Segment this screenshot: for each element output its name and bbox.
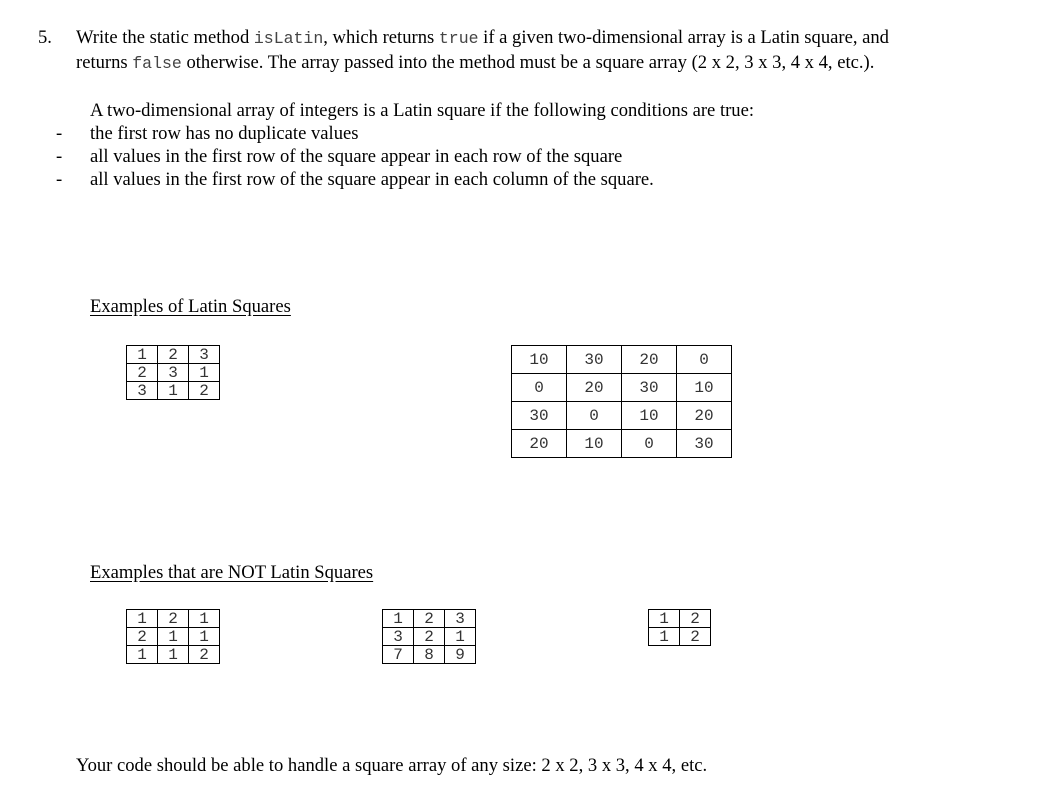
table-row <box>127 382 220 400</box>
latin-examples-heading: Examples of Latin Squares <box>90 296 291 317</box>
grid-cell: 3 <box>158 364 189 382</box>
question-line-2-pre: returns <box>76 52 133 73</box>
grid-cell: 2 <box>680 628 711 646</box>
grid-cell: 3 <box>189 346 220 364</box>
grid-cell: 1 <box>189 364 220 382</box>
false-keyword: false <box>132 54 182 73</box>
table-row <box>127 364 220 382</box>
grid-cell: 1 <box>127 346 158 364</box>
table-row <box>649 628 711 646</box>
grid-cell: 30 <box>512 402 567 430</box>
grid-cell: 10 <box>512 346 567 374</box>
grid-cell: 2 <box>158 346 189 364</box>
latin-square-3x3 <box>126 345 220 400</box>
table-row <box>383 628 476 646</box>
question-line-1 <box>76 27 889 50</box>
grid-cell: 1 <box>445 628 476 646</box>
table-row <box>512 430 732 458</box>
grid-cell: 1 <box>649 610 680 628</box>
question-line-2-post: otherwise. The array passed into the method must be a square array (2 x 2, 3 x 3, 4 x 4, etc.). <box>181 52 875 73</box>
grid-cell: 1 <box>189 610 220 628</box>
table-row <box>127 628 220 646</box>
condition-item: all values in the first row of the square appear in each row of the square <box>90 146 623 167</box>
not-latin-square-a <box>126 609 220 664</box>
grid-cell: 30 <box>677 430 732 458</box>
grid-cell: 1 <box>127 646 158 664</box>
table-row <box>512 374 732 402</box>
grid-cell: 2 <box>414 628 445 646</box>
grid-cell: 1 <box>189 628 220 646</box>
table-row <box>127 646 220 664</box>
grid-cell: 20 <box>512 430 567 458</box>
grid-cell: 2 <box>189 382 220 400</box>
grid-cell: 7 <box>383 646 414 664</box>
not-latin-square-b <box>382 609 476 664</box>
question-line-1-pre: Write the static method <box>76 27 254 48</box>
grid-cell: 10 <box>567 430 622 458</box>
table-row <box>383 610 476 628</box>
question-line-1-post: if a given two-dimensional array is a Latin square, and <box>478 27 889 48</box>
grid-cell: 2 <box>189 646 220 664</box>
grid-cell: 0 <box>677 346 732 374</box>
not-latin-examples-heading: Examples that are NOT Latin Squares <box>90 562 374 583</box>
grid-cell: 2 <box>414 610 445 628</box>
grid-cell: 2 <box>127 364 158 382</box>
grid-cell: 3 <box>127 382 158 400</box>
grid-cell: 9 <box>445 646 476 664</box>
definition-intro: A two-dimensional array of integers is a Latin square if the following conditions are true: <box>90 100 755 121</box>
table-row <box>512 402 732 430</box>
grid-cell: 3 <box>445 610 476 628</box>
grid-cell: 20 <box>622 346 677 374</box>
grid-cell: 1 <box>158 628 189 646</box>
grid-cell: 10 <box>622 402 677 430</box>
bullet-marker: - <box>56 123 63 144</box>
grid-cell: 20 <box>567 374 622 402</box>
method-name: isLatin <box>253 29 324 48</box>
footer-note: Your code should be able to handle a square array of any size: 2 x 2, 3 x 3, 4 x 4, etc. <box>76 755 708 776</box>
grid-cell: 8 <box>414 646 445 664</box>
bullet-marker: - <box>56 146 63 167</box>
grid-cell: 0 <box>567 402 622 430</box>
table-row <box>127 346 220 364</box>
grid-cell: 30 <box>567 346 622 374</box>
table-row <box>649 610 711 628</box>
question-line-1-mid: , which returns <box>323 27 439 48</box>
grid-cell: 3 <box>383 628 414 646</box>
grid-cell: 0 <box>622 430 677 458</box>
grid-cell: 10 <box>677 374 732 402</box>
grid-cell: 2 <box>127 628 158 646</box>
grid-cell: 2 <box>680 610 711 628</box>
table-row <box>512 346 732 374</box>
latin-square-4x4 <box>511 345 732 458</box>
grid-cell: 1 <box>158 382 189 400</box>
grid-cell: 2 <box>158 610 189 628</box>
not-latin-square-c <box>648 609 711 646</box>
grid-cell: 0 <box>512 374 567 402</box>
condition-item: the first row has no duplicate values <box>90 123 359 144</box>
question-number: 5. <box>38 27 52 48</box>
bullet-marker: - <box>56 169 63 190</box>
true-keyword: true <box>438 29 479 48</box>
grid-cell: 20 <box>677 402 732 430</box>
grid-cell: 1 <box>127 610 158 628</box>
question-line-2 <box>76 52 874 75</box>
grid-cell: 1 <box>649 628 680 646</box>
grid-cell: 30 <box>622 374 677 402</box>
table-row <box>383 646 476 664</box>
condition-item: all values in the first row of the square appear in each column of the square. <box>90 169 654 190</box>
grid-cell: 1 <box>383 610 414 628</box>
grid-cell: 1 <box>158 646 189 664</box>
table-row <box>127 610 220 628</box>
